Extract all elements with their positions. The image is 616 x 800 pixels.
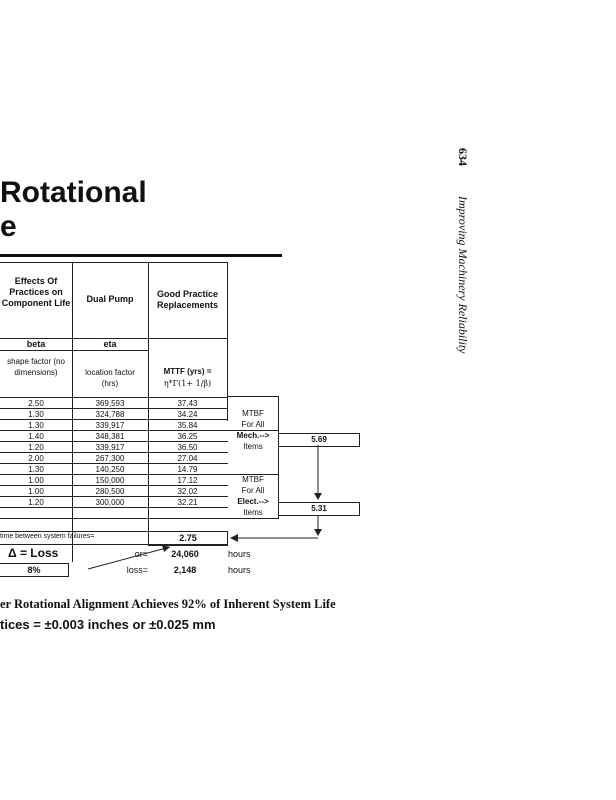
or-unit: hours: [228, 549, 251, 559]
header-dual-pump: Dual Pump: [86, 294, 134, 304]
table-cell-mttf: 32.21: [177, 498, 198, 507]
running-title: Improving Machinery Reliability: [456, 196, 470, 354]
table-cell-mttf: 37.43: [177, 399, 198, 408]
figure-caption-line2: tices = ±0.003 inches or ±0.025 mm: [0, 617, 216, 632]
subheader-eta: eta: [103, 339, 117, 349]
table-cell-eta: 150,000: [95, 476, 125, 485]
delta-loss-label: Δ = Loss: [8, 546, 59, 560]
table-cell-beta: 1.00: [28, 487, 44, 496]
figure-caption-line1: er Rotational Alignment Achieves 92% of Inherent System Life: [0, 597, 336, 611]
subheader-beta: beta: [26, 339, 46, 349]
table-cell-eta: 324,788: [95, 410, 125, 419]
table-cell-beta: 2.00: [28, 454, 44, 463]
table-cell-mttf: 36.50: [177, 443, 198, 452]
table-cell-eta: 369,593: [95, 399, 125, 408]
table-cell-mttf: 36.25: [177, 432, 198, 441]
mech-line3: Mech.-->: [236, 431, 270, 440]
elect-line1: MTBF: [242, 475, 264, 484]
loss-value: 2,148: [173, 565, 197, 575]
table-cell-beta: 1.30: [28, 465, 44, 474]
table-cell-eta: 280,500: [95, 487, 125, 496]
table-cell-beta: 1.00: [28, 476, 44, 485]
loss-unit: hours: [228, 565, 251, 575]
section-heading-line2: e: [0, 210, 17, 243]
table-cell-eta: 300,000: [95, 498, 125, 507]
loss-label: loss=: [126, 565, 148, 575]
subheader-location-factor: location factor (hrs): [85, 368, 135, 388]
table-cell-beta: 2.50: [28, 399, 44, 408]
table-cell-eta: 339,917: [95, 421, 125, 430]
subheader-mttf-formula: η*Γ(1+ 1/β): [163, 379, 212, 388]
header-effects: Effects Of Practices on Component Life: [1, 276, 71, 308]
table-cell-beta: 1.30: [28, 421, 44, 430]
table-cell-mttf: 27.04: [177, 454, 198, 463]
system-failures-label: time between system failures=: [0, 533, 95, 540]
elect-mtbf-value: 5.31: [278, 502, 360, 516]
mech-line4: Items: [243, 442, 263, 451]
mech-mtbf-value: 5.69: [278, 433, 360, 447]
system-failures-value: 2.75: [148, 531, 228, 546]
table-cell-eta: 140,250: [95, 465, 125, 474]
table-cell-mttf: 14.79: [177, 465, 198, 474]
table-cell-mttf: 35.84: [177, 421, 198, 430]
table-cell-eta: 267,300: [95, 454, 125, 463]
table-cell-eta: 339,917: [95, 443, 125, 452]
mech-line1: MTBF: [242, 409, 264, 418]
table-cell-beta: 1.30: [28, 410, 44, 419]
table-cell-beta: 1.20: [28, 443, 44, 452]
table-cell-mttf: 32.02: [177, 487, 198, 496]
section-heading-line1: Rotational: [0, 176, 147, 209]
header-good-practice: Good Practice Replacements: [156, 289, 219, 310]
elect-line3: Elect.-->: [237, 497, 269, 506]
table-cell-mttf: 34.24: [177, 410, 198, 419]
elect-line2: For All: [241, 486, 265, 495]
elect-line4: Items: [243, 508, 263, 517]
or-label: or=: [134, 549, 148, 559]
mech-line2: For All: [241, 420, 265, 429]
loss-percent-value: 8%: [0, 563, 69, 577]
subheader-mttf: MTTF (yrs) =: [163, 367, 212, 376]
table-cell-eta: 348,381: [95, 432, 125, 441]
table-cell-beta: 1.20: [28, 498, 44, 507]
table-cell-mttf: 17.12: [177, 476, 198, 485]
page-number: 634: [456, 148, 470, 166]
table-cell-beta: 1.40: [28, 432, 44, 441]
or-value: 24,060: [171, 549, 199, 559]
subheader-shape-factor: shape factor (no dimensions): [7, 357, 65, 377]
